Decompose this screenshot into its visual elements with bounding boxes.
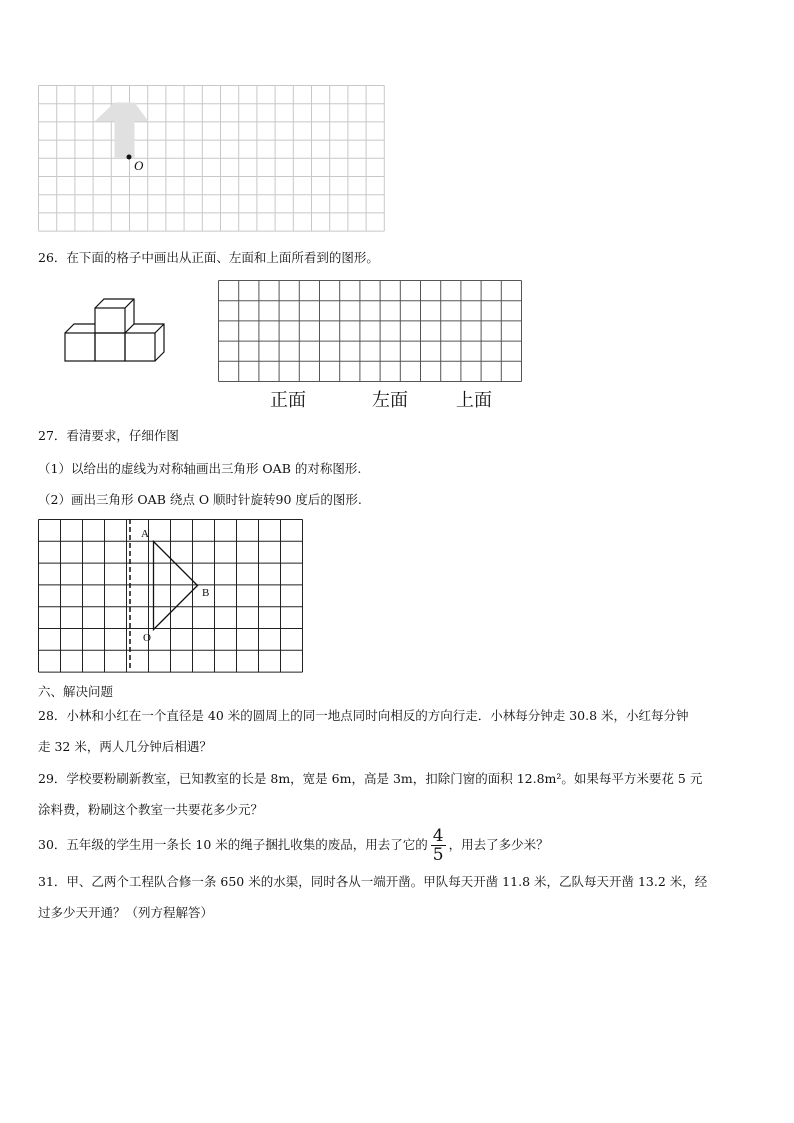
- question-30: [38, 826, 549, 864]
- question-30-before: 30．五年级的学生用一条长 10 米的绳子捆扎收集的废品，用去了它的: [38, 837, 428, 852]
- fraction-denominator: 5: [432, 845, 444, 865]
- question-31-line1: 31．甲、乙两个工程队合修一条 650 米的水渠，同时各从一端开凿。甲队每天开凿 11.8 米，乙队每天开凿 13.2 米，经: [38, 874, 708, 889]
- point-b-label: B: [202, 587, 210, 599]
- section-title: 六、解决问题: [38, 684, 114, 699]
- triangle-oab: [154, 542, 198, 630]
- cube-stack-figure: [60, 290, 170, 370]
- arrow-grid-figure: [38, 85, 388, 233]
- fraction-four-fifths: [431, 827, 446, 864]
- point-o: [127, 155, 132, 160]
- label-left-view: 左面: [372, 390, 408, 411]
- question-27-part1: （1）以给出的虚线为对称轴画出三角形 OAB 的对称图形.: [38, 461, 362, 476]
- origin-label: O: [134, 158, 144, 173]
- question-26: 26．在下面的格子中画出从正面、左面和上面所看到的图形。: [38, 250, 379, 265]
- label-front-view: 正面: [270, 390, 306, 411]
- label-top-view: 上面: [456, 390, 492, 411]
- view-grid: [218, 280, 528, 385]
- question-27-title: 27．看清要求，仔细作图: [38, 428, 179, 443]
- question-28-line2: 走 32 米，两人几分钟后相遇？: [38, 739, 212, 754]
- question-29-line2: 涂料费，粉刷这个教室一共要花多少元？: [38, 802, 264, 817]
- triangle-grid: [38, 519, 313, 674]
- question-31-line2: 过多少天开通？（列方程解答）: [38, 905, 214, 920]
- point-a-label: A: [141, 528, 149, 540]
- question-28-line1: 28．小林和小红在一个直径是 40 米的圆周上的同一地点同时向相反的方向行走．小林每分钟走 30.8 米，小红每分钟: [38, 708, 689, 723]
- question-29-line1: 29．学校要粉刷新教室，已知教室的长是 8m，宽是 6m，高是 3m，扣除门窗的面积 12.8m²。如果每平方米要花 5 元: [38, 771, 703, 786]
- question-27-part2: （2）画出三角形 OAB 绕点 O 顺时针旋转90 度后的图形.: [38, 492, 362, 507]
- point-o-label: O: [143, 632, 151, 644]
- fraction-numerator: 4: [432, 826, 444, 846]
- question-30-after: ，用去了多少米？: [448, 837, 549, 852]
